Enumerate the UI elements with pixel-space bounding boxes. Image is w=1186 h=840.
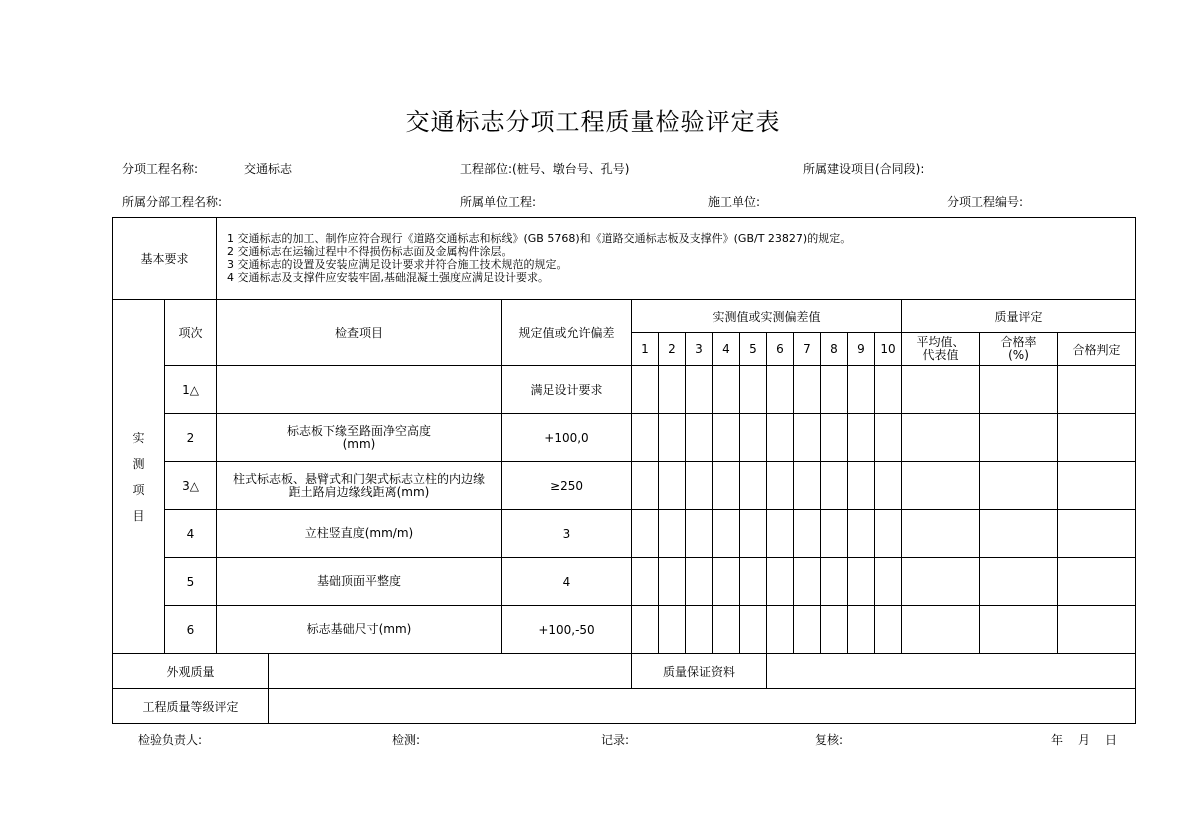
measure-cell[interactable] [875, 558, 902, 606]
tester-label: 检测: [392, 733, 421, 747]
sub-project-name-value: 交通标志 [244, 162, 293, 176]
avg-cell[interactable] [902, 606, 980, 654]
pass-judge-cell[interactable] [1058, 414, 1136, 462]
measure-cell[interactable] [794, 558, 821, 606]
measure-num: 7 [794, 333, 821, 366]
row-spec: ≥250 [502, 462, 632, 510]
measure-cell[interactable] [740, 558, 767, 606]
row-no: 4 [165, 510, 217, 558]
measure-cell[interactable] [848, 414, 875, 462]
measure-cell[interactable] [740, 366, 767, 414]
measure-cell[interactable] [659, 558, 686, 606]
contractor-label: 施工单位: [708, 195, 761, 209]
date-day: 日 [1105, 733, 1118, 747]
table-row [113, 606, 1136, 654]
spec-header: 规定值或允许偏差 [502, 300, 632, 366]
row-spec: 满足设计要求 [502, 366, 632, 414]
table-row [113, 366, 1136, 414]
date-year: 年 [1051, 733, 1064, 747]
measure-cell[interactable] [875, 414, 902, 462]
measure-cell[interactable] [821, 558, 848, 606]
row-item: 标志基础尺寸(mm) [217, 606, 502, 654]
measure-cell[interactable] [659, 462, 686, 510]
measure-cell[interactable] [713, 462, 740, 510]
measure-cell[interactable] [713, 366, 740, 414]
table-row [113, 558, 1136, 606]
measure-cell[interactable] [821, 606, 848, 654]
page-title: 交通标志分项工程质量检验评定表 [405, 108, 781, 136]
unit-project-label: 所属单位工程: [460, 195, 537, 209]
pass-rate-cell[interactable] [980, 366, 1058, 414]
measure-cell[interactable] [848, 558, 875, 606]
measure-cell[interactable] [686, 510, 713, 558]
avg-cell[interactable] [902, 462, 980, 510]
item-no-header: 项次 [165, 300, 217, 366]
measure-cell[interactable] [821, 414, 848, 462]
measure-cell[interactable] [767, 606, 794, 654]
measure-cell[interactable] [659, 510, 686, 558]
grade-label: 工程质量等级评定 [113, 689, 269, 724]
measure-num: 9 [848, 333, 875, 366]
row-item: 标志板下缘至路面净空高度 (mm) [217, 414, 502, 462]
pass-judge-cell[interactable] [1058, 366, 1136, 414]
header-row-1 [113, 300, 1136, 333]
measure-cell[interactable] [686, 606, 713, 654]
measure-cell[interactable] [794, 366, 821, 414]
pass-rate-cell[interactable] [980, 462, 1058, 510]
measure-cell[interactable] [713, 606, 740, 654]
measure-cell[interactable] [740, 414, 767, 462]
measure-num: 4 [713, 333, 740, 366]
row-no: 2 [165, 414, 217, 462]
measure-cell[interactable] [767, 462, 794, 510]
measure-cell[interactable] [686, 462, 713, 510]
measure-cell[interactable] [686, 558, 713, 606]
avg-cell[interactable] [902, 510, 980, 558]
measure-cell[interactable] [767, 510, 794, 558]
measure-cell[interactable] [713, 558, 740, 606]
sub-project-no-label: 分项工程编号: [947, 195, 1024, 209]
table-row [113, 462, 1136, 510]
pass-judge-cell[interactable] [1058, 510, 1136, 558]
division-project-label: 所属分部工程名称: [122, 195, 223, 209]
measure-cell[interactable] [632, 366, 659, 414]
row-item: 柱式标志板、悬臂式和门架式标志立柱的内边缘 距土路肩边缘线距离(mm) [217, 462, 502, 510]
avg-cell[interactable] [902, 366, 980, 414]
row-spec: +100,0 [502, 414, 632, 462]
assurance-value[interactable] [767, 654, 1136, 689]
measure-cell[interactable] [632, 510, 659, 558]
quality-header: 质量评定 [902, 300, 1136, 333]
construction-project-label: 所属建设项目(合同段): [803, 162, 925, 176]
date-month: 月 [1078, 733, 1091, 747]
row-no: 5 [165, 558, 217, 606]
row-no: 6 [165, 606, 217, 654]
measure-cell[interactable] [740, 510, 767, 558]
measure-cell[interactable] [686, 414, 713, 462]
measure-cell[interactable] [821, 366, 848, 414]
row-spec: +100,-50 [502, 606, 632, 654]
assurance-label: 质量保证资料 [632, 654, 767, 689]
measure-cell[interactable] [848, 462, 875, 510]
recorder-label: 记录: [601, 733, 630, 747]
requirement-line: 1 交通标志的加工、制作应符合现行《道路交通标志和标线》(GB 5768)和《道路交通标志板及支撑件》(GB/T 23827)的规定。 [227, 232, 852, 245]
appearance-row [113, 654, 1136, 689]
table-row [113, 510, 1136, 558]
measure-num: 6 [767, 333, 794, 366]
measure-cell[interactable] [659, 606, 686, 654]
measure-cell[interactable] [875, 606, 902, 654]
inspection-table [112, 217, 1136, 724]
avg-cell[interactable] [902, 558, 980, 606]
measure-cell[interactable] [821, 510, 848, 558]
measure-cell[interactable] [794, 510, 821, 558]
basic-requirements-label: 基本要求 [113, 218, 217, 300]
pass-judge-header: 合格判定 [1058, 333, 1136, 366]
reviewer-label: 复核: [815, 733, 844, 747]
row-no: 3△ [165, 462, 217, 510]
measure-cell[interactable] [767, 558, 794, 606]
pass-judge-cell[interactable] [1058, 606, 1136, 654]
avg-cell[interactable] [902, 414, 980, 462]
measure-cell[interactable] [794, 606, 821, 654]
measure-cell[interactable] [794, 414, 821, 462]
measure-cell[interactable] [740, 462, 767, 510]
row-spec: 4 [502, 558, 632, 606]
location-label: 工程部位:(桩号、墩台号、孔号) [460, 162, 630, 176]
pass-rate-cell[interactable] [980, 414, 1058, 462]
grade-value[interactable] [269, 689, 1136, 724]
requirement-line: 4 交通标志及支撑件应安装牢固,基础混凝土强度应满足设计要求。 [227, 271, 549, 284]
basic-requirements-text [217, 218, 1136, 300]
measure-cell[interactable] [848, 606, 875, 654]
measure-cell[interactable] [740, 606, 767, 654]
measure-cell[interactable] [632, 414, 659, 462]
measured-header: 实测值或实测偏差值 [632, 300, 902, 333]
check-item-header: 检查项目 [217, 300, 502, 366]
measured-items-side-label: 实 测 项 目 [113, 300, 165, 654]
measure-cell[interactable] [848, 510, 875, 558]
measure-cell[interactable] [713, 510, 740, 558]
measure-num: 10 [875, 333, 902, 366]
pass-judge-cell[interactable] [1058, 558, 1136, 606]
measure-cell[interactable] [632, 606, 659, 654]
measure-cell[interactable] [632, 558, 659, 606]
pass-rate-header: 合格率 (%) [980, 333, 1058, 366]
avg-value-header: 平均值、 代表值 [902, 333, 980, 366]
measure-cell[interactable] [767, 414, 794, 462]
measure-cell[interactable] [632, 462, 659, 510]
pass-judge-cell[interactable] [1058, 462, 1136, 510]
row-no: 1△ [165, 366, 217, 414]
measure-cell[interactable] [686, 366, 713, 414]
appearance-label: 外观质量 [113, 654, 269, 689]
measure-cell[interactable] [821, 462, 848, 510]
sub-project-name-label: 分项工程名称: [122, 162, 199, 176]
table-row [113, 414, 1136, 462]
pass-rate-cell[interactable] [980, 606, 1058, 654]
measure-cell[interactable] [659, 366, 686, 414]
measure-cell[interactable] [767, 366, 794, 414]
pass-rate-cell[interactable] [980, 558, 1058, 606]
measure-num: 8 [821, 333, 848, 366]
pass-rate-cell[interactable] [980, 510, 1058, 558]
measure-num: 1 [632, 333, 659, 366]
measure-cell[interactable] [875, 462, 902, 510]
measure-cell[interactable] [659, 414, 686, 462]
measure-num: 3 [686, 333, 713, 366]
row-item: 立柱竖直度(mm/m) [217, 510, 502, 558]
measure-cell[interactable] [794, 462, 821, 510]
requirement-line: 2 交通标志在运输过程中不得损伤标志面及金属构件涂层。 [227, 245, 513, 258]
appearance-value[interactable] [269, 654, 632, 689]
basic-requirements-row [113, 218, 1136, 300]
grade-row [113, 689, 1136, 724]
measure-cell[interactable] [875, 366, 902, 414]
row-spec: 3 [502, 510, 632, 558]
row-item: 基础顶面平整度 [217, 558, 502, 606]
measure-cell[interactable] [848, 366, 875, 414]
row-item [217, 366, 502, 414]
requirement-line: 3 交通标志的设置及安装应满足设计要求并符合施工技术规范的规定。 [227, 258, 568, 271]
inspector-label: 检验负责人: [138, 733, 203, 747]
measure-cell[interactable] [875, 510, 902, 558]
measure-num: 5 [740, 333, 767, 366]
measure-num: 2 [659, 333, 686, 366]
measure-cell[interactable] [713, 414, 740, 462]
